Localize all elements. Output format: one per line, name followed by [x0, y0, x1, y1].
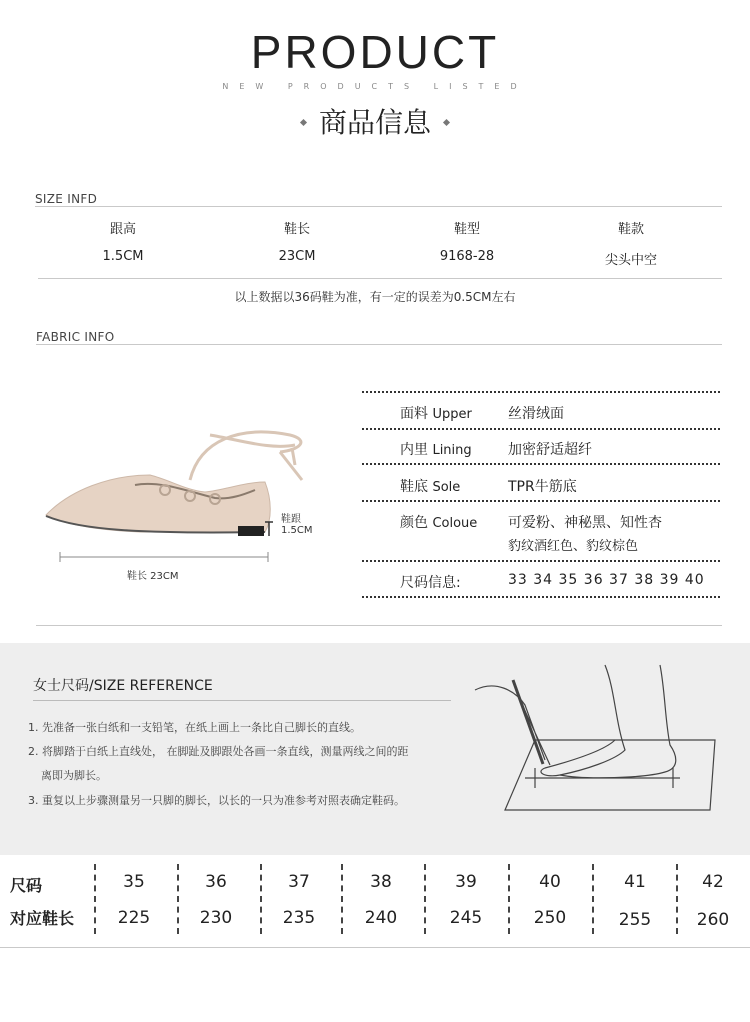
- size-info-header: 鞋款: [617, 222, 644, 237]
- page-title: PRODUCT: [250, 26, 500, 78]
- dotted-divider: [362, 596, 720, 598]
- cn-title: 商品信息: [318, 105, 431, 139]
- fabric-row-value: 丝滑绒面: [508, 406, 564, 422]
- dotted-divider: [362, 391, 720, 393]
- size-cell: 40: [539, 872, 561, 892]
- length-label: 鞋长 23CM: [127, 571, 179, 582]
- size-reference-step: 离即为脚长。: [41, 769, 107, 782]
- column-divider: [508, 864, 510, 934]
- label-cn: 鞋底: [400, 479, 428, 495]
- size-reference-step: 3. 重复以上步骤测量另一只脚的脚长，以长的一只为准参考对照表确定鞋码。: [28, 794, 405, 807]
- heel-label: 鞋跟: [281, 514, 301, 525]
- fabric-row-label: [400, 572, 461, 592]
- divider: [38, 278, 722, 279]
- length-cell: 230: [199, 908, 233, 928]
- size-info-header: 鞋长: [283, 222, 310, 237]
- divider: [0, 947, 750, 948]
- fabric-row-label: [400, 439, 472, 459]
- size-info-value: 9168-28: [439, 249, 495, 264]
- length-cell: 255: [618, 910, 652, 930]
- label-cn: 颜色: [400, 515, 428, 531]
- size-table-row-label: 尺码: [10, 876, 43, 895]
- size-cell: 38: [370, 872, 392, 892]
- fabric-row-value: 可爱粉、神秘黑、知性杏: [508, 515, 662, 531]
- column-divider: [676, 864, 678, 934]
- size-info-value: 23CM: [278, 249, 316, 264]
- column-divider: [94, 864, 96, 934]
- column-divider: [177, 864, 179, 934]
- length-cell: 250: [533, 908, 567, 928]
- column-divider: [424, 864, 426, 934]
- divider: [35, 206, 722, 207]
- size-cell: 35: [123, 872, 145, 892]
- dotted-divider: [362, 500, 720, 502]
- dotted-divider: [362, 463, 720, 465]
- size-cell: 36: [205, 872, 227, 892]
- size-info-value: 尖头中空: [604, 253, 657, 268]
- page-subtitle: NEW PRODUCTS LISTED: [222, 82, 528, 91]
- shoe-image: [40, 420, 340, 590]
- size-table-row-label: 对应鞋长: [10, 909, 75, 928]
- divider: [33, 700, 451, 701]
- size-cell: 37: [288, 872, 310, 892]
- fabric-info-label: FABRIC INFO: [36, 330, 115, 344]
- fabric-row-value: 33 34 35 36 37 38 39 40: [508, 572, 705, 588]
- size-info-value: 1.5CM: [102, 249, 144, 264]
- size-info-header: 跟高: [109, 222, 136, 237]
- label-cn: 面料: [400, 406, 428, 422]
- size-cell: 39: [455, 872, 477, 892]
- column-divider: [592, 864, 594, 934]
- column-divider: [260, 864, 262, 934]
- size-cell: 41: [624, 872, 646, 892]
- diamond-left-icon: [300, 119, 307, 126]
- fabric-row-label: [400, 476, 460, 496]
- size-reference-step: 1. 先准备一张白纸和一支铅笔，在纸上画上一条比自己脚长的直线。: [28, 721, 361, 734]
- divider: [36, 625, 722, 626]
- label-en: Lining: [432, 443, 472, 458]
- diamond-right-icon: [443, 119, 450, 126]
- divider: [36, 344, 722, 345]
- cn-title-row: [0, 105, 750, 140]
- fabric-row-label: [400, 512, 477, 532]
- foot-measure-illustration: [465, 660, 725, 820]
- length-cell: 235: [282, 908, 316, 928]
- size-reference-step: 2. 将脚踏于白纸上直线处， 在脚趾及脚跟处各画一条直线，测量两线之间的距: [28, 745, 409, 758]
- size-info-label: SIZE INFD: [35, 192, 98, 206]
- fabric-row-value: 加密舒适超纤: [508, 442, 592, 458]
- size-cell: 42: [702, 872, 724, 892]
- size-info-header: 鞋型: [453, 222, 480, 237]
- column-divider: [341, 864, 343, 934]
- length-cell: 225: [117, 908, 151, 928]
- label-cn: 内里: [400, 442, 428, 458]
- label-cn: 尺码信息:: [400, 575, 461, 591]
- fabric-row-value: TPR牛筋底: [508, 479, 577, 495]
- length-cell: 260: [696, 910, 730, 930]
- fabric-row-value-2: 豹纹酒红色、豹纹棕色: [508, 539, 639, 554]
- label-en: Upper: [432, 407, 472, 422]
- size-info-note: 以上数据以36码鞋为准，有一定的误差为0.5CM左右: [234, 290, 516, 304]
- fabric-row-label: [400, 403, 472, 423]
- label-en: Sole: [432, 480, 461, 495]
- size-reference-title: 女士尺码/SIZE REFERENCE: [33, 678, 213, 694]
- dotted-divider: [362, 428, 720, 430]
- length-cell: 245: [449, 908, 483, 928]
- heel-value: 1.5CM: [281, 525, 313, 536]
- length-cell: 240: [364, 908, 398, 928]
- dotted-divider: [362, 560, 720, 562]
- label-en: Coloue: [432, 516, 478, 531]
